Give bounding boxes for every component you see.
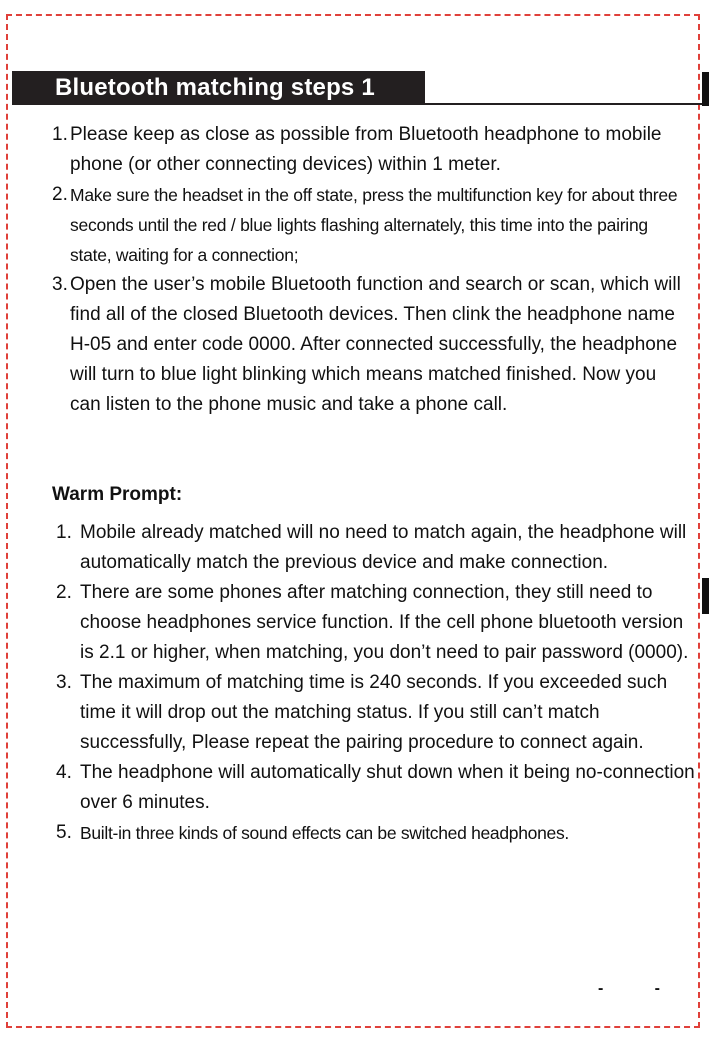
item-number: 4.: [56, 762, 72, 783]
item-number: 1.: [52, 124, 68, 145]
warm-prompt-heading: Warm Prompt:: [52, 484, 183, 505]
list-item: [56, 668, 696, 758]
item-number: 2.: [56, 582, 72, 603]
item-text: Make sure the headset in the off state, press the multifunction key for about three seconds until the red / blue lights flashing alternately, this time into the pairing state, waiting for a connection;: [70, 185, 678, 265]
item-text: There are some phones after matching connection, they still need to choose headphones service function. If the cell phone bluetooth version is 2.1 or higher, when matching, you don’t need to pair password (0000).: [80, 582, 689, 663]
page-mark-left: -: [598, 980, 604, 997]
list-item: [52, 270, 692, 420]
list-item: [56, 518, 696, 578]
item-number: 1.: [56, 522, 72, 543]
list-item: [56, 578, 696, 668]
item-text: Mobile already matched will no need to match again, the headphone will automatically match the previous device and make connection.: [80, 522, 687, 573]
list-item: [56, 818, 696, 848]
edge-registration-mark-top: [702, 72, 709, 106]
list-item: [52, 120, 692, 180]
item-text: Please keep as close as possible from Bluetooth headphone to mobile phone (or other connecting devices) within 1 meter.: [70, 124, 662, 175]
item-number: 3.: [56, 672, 72, 693]
item-text: The maximum of matching time is 240 seconds. If you exceeded such time it will drop out the matching status. If you still can’t match successfully, Please repeat the pairing procedure to connect again.: [80, 672, 668, 753]
item-number: 5.: [56, 822, 72, 843]
item-text: The headphone will automatically shut down when it being no-connection over 6 minutes.: [80, 762, 695, 813]
page-number-marks: [598, 980, 660, 998]
edge-registration-mark-middle: [702, 578, 709, 614]
matching-steps-list: [52, 120, 692, 420]
section-title: Bluetooth matching steps 1: [12, 71, 425, 105]
item-text: Open the user’s mobile Bluetooth function and search or scan, which will find all of the closed Bluetooth devices. Then clink the headphone name H-05 and enter code 0000. After connected successfully, the headphone will turn to blue light blinking which means matched finished. Now you can listen to the phone music and take a phone call.: [70, 274, 681, 415]
list-item: [52, 180, 692, 270]
list-item: [56, 758, 696, 818]
item-text: Built-in three kinds of sound effects can be switched headphones.: [80, 823, 569, 843]
page-mark-right: -: [654, 980, 660, 997]
title-rule: [12, 103, 702, 105]
item-number: 2.: [52, 184, 68, 205]
warm-prompt-list: [56, 518, 696, 848]
item-number: 3.: [52, 274, 68, 295]
